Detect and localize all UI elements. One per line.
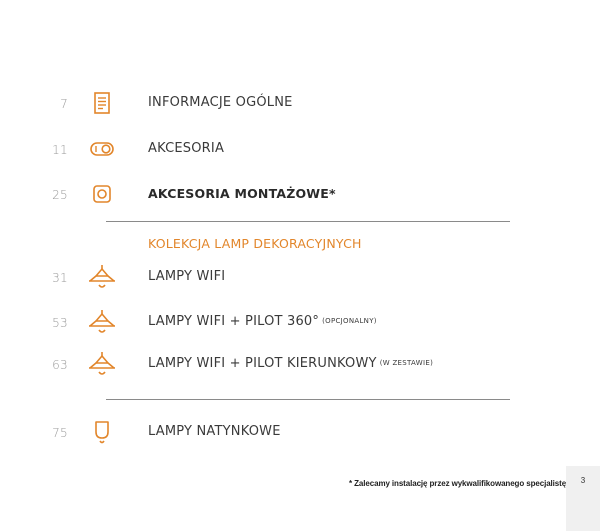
divider	[106, 221, 510, 222]
section-heading: KOLEKCJA LAMP DEKORACYJNYCH	[148, 236, 362, 251]
toc-item-label: LAMPY NATYNKOWE	[148, 424, 281, 439]
toc-item-lampy-natynkowe[interactable]	[0, 418, 600, 448]
pendant-lamp-icon	[86, 350, 118, 380]
toc-page-number: 25	[52, 188, 68, 202]
label-note: (OPCJONALNY)	[322, 317, 377, 325]
document-icon	[86, 89, 118, 119]
toggle-icon	[86, 135, 118, 165]
toc-item-lampy-wifi-pilot-kierunkowy[interactable]	[0, 350, 600, 380]
footnote: * Zalecamy instalację przez wykwalifikowanego specjalistę	[349, 479, 567, 488]
toc-page-number: 63	[52, 358, 68, 372]
toc-item-label: LAMPY WIFI	[148, 269, 226, 284]
toc-page-number: 31	[52, 271, 68, 285]
toc-item-akcesoria[interactable]	[0, 135, 600, 165]
page-number: 3	[580, 476, 586, 485]
page-tab	[566, 466, 600, 531]
square-ring-icon	[86, 180, 118, 210]
toc-item-lampy-wifi-pilot-360[interactable]	[0, 308, 600, 338]
toc-item-label: INFORMACJE OGÓLNE	[148, 95, 293, 110]
toc-item-akcesoria-montazowe[interactable]	[0, 180, 600, 210]
toc-item-label: LAMPY WIFI + PILOT 360° (OPCJONALNY)	[148, 314, 377, 329]
toc-item-label: AKCESORIA MONTAŻOWE*	[148, 186, 336, 201]
toc-item-label: LAMPY WIFI + PILOT KIERUNKOWY (W ZESTAWIE)	[148, 356, 434, 371]
label-note: (W ZESTAWIE)	[379, 359, 434, 367]
ceiling-lamp-icon	[86, 418, 118, 448]
divider	[106, 399, 510, 400]
toc-item-informacje[interactable]	[0, 89, 600, 119]
toc-page-number: 75	[52, 426, 68, 440]
toc-page-number: 53	[52, 316, 68, 330]
pendant-lamp-icon	[86, 263, 118, 293]
pendant-lamp-icon	[86, 308, 118, 338]
toc-item-lampy-wifi[interactable]	[0, 263, 600, 293]
toc-page-number: 11	[52, 143, 68, 157]
toc-item-label: AKCESORIA	[148, 141, 225, 156]
toc-page-number: 7	[60, 97, 68, 111]
